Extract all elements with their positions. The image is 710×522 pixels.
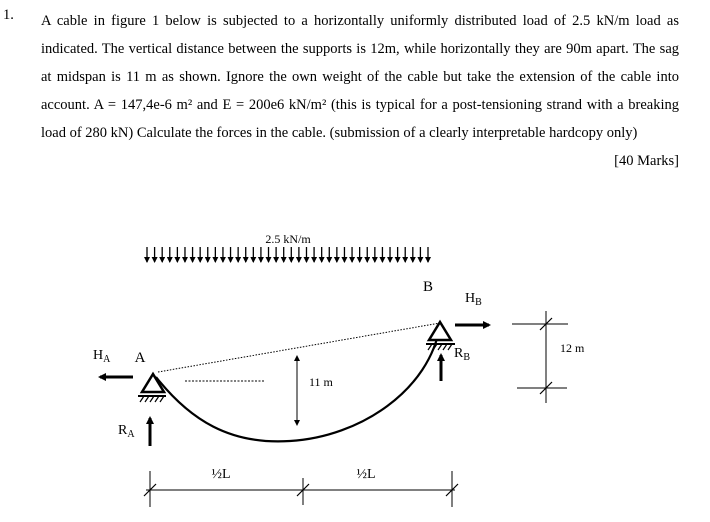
r-b-label: $R_B$ <box>454 346 471 363</box>
r-a-label: $R_A$ <box>118 423 135 440</box>
load-label: 2.5 kN/m <box>265 232 311 246</box>
question-number: 1. <box>3 7 14 23</box>
support-b-pin <box>426 322 455 350</box>
h-b-label: $H_B$ <box>465 291 482 308</box>
sag-label: 11 m <box>309 375 333 389</box>
span-dimension <box>144 471 458 507</box>
support-a-label: A <box>134 350 146 366</box>
chord-line <box>158 323 440 372</box>
marks-label: [40 Marks] <box>614 153 679 169</box>
support-a-pin <box>138 374 166 402</box>
question-body: A cable in figure 1 below is subjected to a horizontally uniformly distributed load of 2.5 kN/m load as indicated. The vertical distance between the supports is 12m, while horizontally they are 90m apart. The sag at midspan is 11 m as shown. Ignore the own weight of the cable but take the extension of the cable into account. A = 147,4e-6 m² and E = 200e6 kN/m² (this is typical for a post-tensioning strand with a breaking load of 280 kN) Calculate the forces in the cable. (submission of a clearly interpretable hardcopy only) <box>41 13 679 141</box>
distributed-load-arrows <box>147 247 428 262</box>
half-span-right-label: ½L <box>356 467 376 482</box>
support-b-label: B <box>422 279 434 295</box>
half-span-left-label: ½L <box>211 467 231 482</box>
h-a-label: $H_A$ <box>93 348 111 365</box>
cable-curve <box>156 325 440 441</box>
height-label: 12 m <box>560 341 585 355</box>
height-dimension <box>512 311 568 403</box>
